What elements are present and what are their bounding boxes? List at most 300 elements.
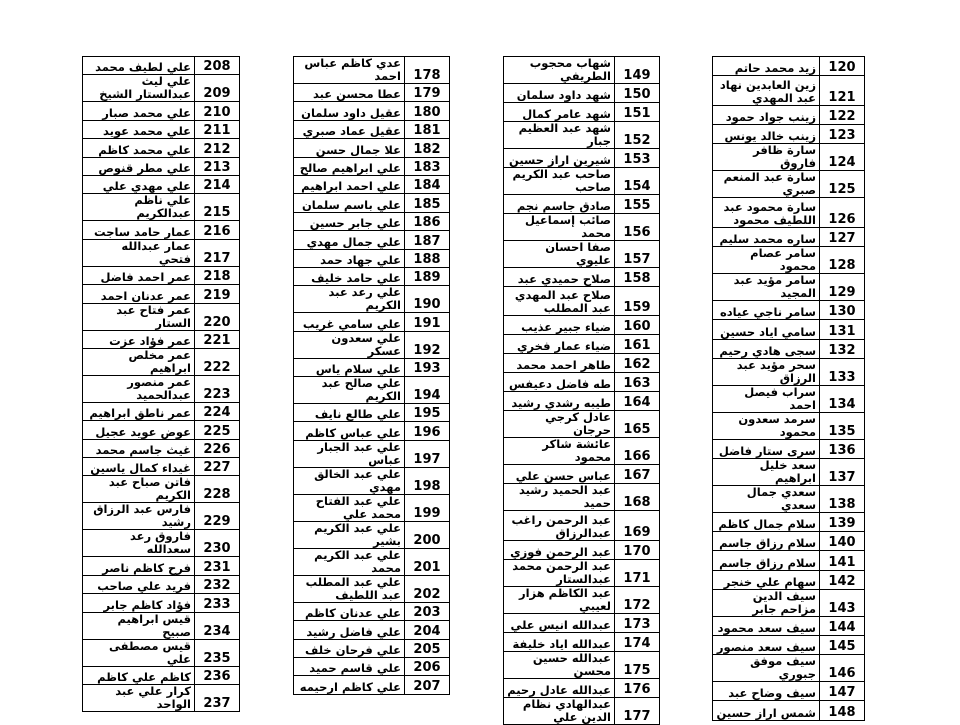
table-row (504, 559, 660, 586)
table-row (504, 241, 660, 268)
number-cell: 145 (820, 635, 865, 654)
number-cell: 177 (615, 697, 660, 724)
name-cell: عطا محسن عبد (294, 84, 405, 102)
name-cell: سيف وضاح عبد (713, 682, 820, 701)
number-cell: 156 (615, 214, 660, 241)
table-row (83, 575, 240, 593)
number-cell: 173 (615, 613, 660, 632)
number-cell: 136 (820, 439, 865, 458)
name-cell: علي جابر حسين (294, 212, 405, 230)
number-cell: 210 (195, 102, 240, 120)
number-cell: 200 (405, 521, 450, 548)
names-table-208-237 (82, 56, 240, 712)
number-cell: 198 (405, 467, 450, 494)
number-cell: 233 (195, 594, 240, 612)
table-row (83, 348, 240, 375)
table-row (294, 102, 450, 120)
table-row (713, 682, 865, 701)
number-cell: 149 (615, 57, 660, 84)
number-cell: 127 (820, 228, 865, 247)
name-cell: زيد محمد حاتم (713, 57, 820, 76)
name-cell: علي سامي غريب (294, 313, 405, 331)
table-row (83, 639, 240, 666)
name-cell: علي فاضل رشيد (294, 621, 405, 639)
table-row (83, 530, 240, 557)
table-row (713, 385, 865, 412)
table-row (83, 157, 240, 175)
table-row (83, 194, 240, 221)
table-row (504, 511, 660, 540)
name-cell: عمر فتاح عبد الستار (83, 303, 195, 330)
number-cell: 213 (195, 157, 240, 175)
name-cell: علي عباس كاظم (294, 422, 405, 440)
name-cell: علي عبد الخالق مهدي (294, 467, 405, 494)
name-cell: شهد داود سلمان (504, 84, 615, 103)
table-row (504, 103, 660, 122)
number-cell: 181 (405, 120, 450, 138)
number-cell: 163 (615, 373, 660, 392)
number-cell: 167 (615, 465, 660, 484)
table-row (83, 221, 240, 239)
name-cell: زينب جواد حمود (713, 105, 820, 124)
name-cell: طاهر احمد محمد (504, 354, 615, 373)
number-cell: 121 (820, 76, 865, 106)
number-cell: 196 (405, 422, 450, 440)
table-row (504, 678, 660, 697)
table-row (504, 168, 660, 195)
table-row (504, 316, 660, 335)
number-cell: 143 (820, 589, 865, 616)
table-row (294, 467, 450, 494)
number-cell: 174 (615, 632, 660, 651)
table-row (504, 651, 660, 678)
table-row (294, 57, 450, 84)
name-cell: عمر ناطق ابراهيم (83, 402, 195, 420)
name-cell: سارة محمود عبد اللطيف محمود (713, 198, 820, 228)
name-cell: شهد عبد العظيم جبار (504, 122, 615, 149)
name-cell: سيف سعد محمود (713, 616, 820, 635)
number-cell: 125 (820, 171, 865, 198)
number-cell: 220 (195, 303, 240, 330)
table-row (294, 175, 450, 193)
number-cell: 144 (820, 616, 865, 635)
name-cell: قيس ابراهيم صبيح (83, 612, 195, 639)
number-cell: 183 (405, 157, 450, 175)
name-cell: علي جمال مهدي (294, 231, 405, 249)
table-row (713, 532, 865, 551)
table-row (83, 120, 240, 138)
table-row (713, 274, 865, 301)
name-cell: سيف موفق جبوري (713, 655, 820, 682)
number-cell: 214 (195, 175, 240, 193)
number-cell: 206 (405, 658, 450, 676)
number-cell: 195 (405, 404, 450, 422)
table-row (83, 330, 240, 348)
table-row (713, 616, 865, 635)
number-cell: 217 (195, 239, 240, 266)
table-row (294, 231, 450, 249)
name-cell: سامي اياد حسين (713, 320, 820, 339)
name-cell: صفا احسان عليوي (504, 241, 615, 268)
name-cell: علي ناظم عبدالكريم (83, 194, 195, 221)
table-row (504, 84, 660, 103)
table-row (294, 440, 450, 467)
name-cell: سجى هادي رحيم (713, 339, 820, 358)
number-cell: 153 (615, 149, 660, 168)
number-cell: 171 (615, 559, 660, 586)
name-cell: سرمد سعدون محمود (713, 412, 820, 439)
number-cell: 231 (195, 557, 240, 575)
number-cell: 155 (615, 195, 660, 214)
table-row (713, 301, 865, 320)
number-cell: 229 (195, 503, 240, 530)
name-cell: علي جهاد حمد (294, 249, 405, 267)
number-cell: 182 (405, 139, 450, 157)
name-cell: صلاح عبد المهدي عبد المطلب (504, 287, 615, 316)
names-table-178-207 (293, 56, 450, 695)
number-cell: 122 (820, 105, 865, 124)
number-cell: 166 (615, 438, 660, 465)
name-cell: عبد الرحمن محمد عبدالستار (504, 559, 615, 586)
number-cell: 190 (405, 286, 450, 313)
name-cell: عبد الرحمن راغب عبدالرزاق (504, 511, 615, 540)
name-cell: علي سعدون عسكر (294, 331, 405, 358)
table-row (83, 439, 240, 457)
name-cell: عمر احمد فاضل (83, 266, 195, 284)
name-cell: ضياء جبير عذيب (504, 316, 615, 335)
number-cell: 202 (405, 575, 450, 602)
name-cell: علي عبد الفتاح محمد علي (294, 494, 405, 521)
number-cell: 126 (820, 198, 865, 228)
number-cell: 223 (195, 375, 240, 402)
name-cell: علي محمد عويد (83, 120, 195, 138)
table-row (713, 76, 865, 106)
table-row (504, 335, 660, 354)
number-cell: 215 (195, 194, 240, 221)
name-cell: علي رعد عبد الكريم (294, 286, 405, 313)
number-cell: 222 (195, 348, 240, 375)
table-row (83, 57, 240, 75)
table-row (713, 358, 865, 385)
name-cell: عبد الرحمن فوزي (504, 540, 615, 559)
name-cell: فريد علي صاحب (83, 575, 195, 593)
table-row (713, 144, 865, 171)
name-cell: عمر فؤاد عزت (83, 330, 195, 348)
name-cell: علي محمد صبار (83, 102, 195, 120)
number-cell: 131 (820, 320, 865, 339)
number-cell: 185 (405, 194, 450, 212)
name-cell: عقيل عماد صبري (294, 120, 405, 138)
table-row (504, 586, 660, 613)
number-cell: 124 (820, 144, 865, 171)
table-row (294, 84, 450, 102)
name-cell: علي حامد خليف (294, 267, 405, 285)
table-row (504, 122, 660, 149)
number-cell: 211 (195, 120, 240, 138)
table-row (294, 286, 450, 313)
number-cell: 191 (405, 313, 450, 331)
number-cell: 147 (820, 682, 865, 701)
name-cell: علي ابراهيم صالح (294, 157, 405, 175)
table-row (504, 354, 660, 373)
name-cell: سحر مؤيد عبد الرزاق (713, 358, 820, 385)
number-cell: 232 (195, 575, 240, 593)
table-row (713, 459, 865, 486)
number-cell: 162 (615, 354, 660, 373)
number-cell: 175 (615, 651, 660, 678)
number-cell: 179 (405, 84, 450, 102)
name-cell: عوض عويد عجيل (83, 421, 195, 439)
name-cell: فرح كاظم ناصر (83, 557, 195, 575)
number-cell: 197 (405, 440, 450, 467)
number-cell: 194 (405, 377, 450, 404)
name-cell: عمر منصور عبدالحميد (83, 375, 195, 402)
table-row (294, 404, 450, 422)
table-row (504, 697, 660, 724)
number-cell: 151 (615, 103, 660, 122)
name-cell: عبدالهادي نظام الدين علي (504, 697, 615, 724)
number-cell: 165 (615, 411, 660, 438)
table-row (294, 422, 450, 440)
table-row (294, 521, 450, 548)
number-cell: 154 (615, 168, 660, 195)
name-cell: سارة عبد المنعم صبري (713, 171, 820, 198)
name-cell: علي عدنان كاظم (294, 602, 405, 620)
name-cell: غيث جاسم محمد (83, 439, 195, 457)
number-cell: 146 (820, 655, 865, 682)
number-cell: 178 (405, 57, 450, 84)
name-cell: سهام علي خنجر (713, 570, 820, 589)
number-cell: 228 (195, 476, 240, 503)
number-cell: 189 (405, 267, 450, 285)
name-cell: سعدي جمال سعدي (713, 486, 820, 513)
number-cell: 235 (195, 639, 240, 666)
table-row (713, 198, 865, 228)
name-cell: علي لطيف محمد (83, 57, 195, 75)
table-row (294, 120, 450, 138)
number-cell: 159 (615, 287, 660, 316)
name-cell: علي عبد الجبار عباس (294, 440, 405, 467)
name-cell: عبد الكاظم هزار لعيبي (504, 586, 615, 613)
table-row (83, 239, 240, 266)
number-cell: 207 (405, 676, 450, 694)
table-row (83, 557, 240, 575)
number-cell: 134 (820, 385, 865, 412)
name-cell: علي باسم سلمان (294, 194, 405, 212)
table-row (294, 377, 450, 404)
number-cell: 138 (820, 486, 865, 513)
table-row (504, 214, 660, 241)
number-cell: 132 (820, 339, 865, 358)
table-row (504, 438, 660, 465)
name-cell: عمار عبدالله فتحي (83, 239, 195, 266)
number-cell: 188 (405, 249, 450, 267)
table-row (504, 392, 660, 411)
table-row (294, 676, 450, 694)
number-cell: 130 (820, 301, 865, 320)
table-row (294, 139, 450, 157)
table-row (504, 613, 660, 632)
name-cell: علي قاسم حميد (294, 658, 405, 676)
table-row (713, 339, 865, 358)
table-row (294, 313, 450, 331)
table-row (294, 194, 450, 212)
table-row (294, 621, 450, 639)
table-row (83, 421, 240, 439)
number-cell: 152 (615, 122, 660, 149)
name-cell: عبدالله اياد خليفة (504, 632, 615, 651)
number-cell: 170 (615, 540, 660, 559)
table-row (713, 513, 865, 532)
table-row (294, 548, 450, 575)
number-cell: 186 (405, 212, 450, 230)
name-cell: سلام جمال كاظم (713, 513, 820, 532)
name-cell: فارس عبد الرزاق رشيد (83, 503, 195, 530)
name-cell: علي احمد ابراهيم (294, 175, 405, 193)
table-row (713, 171, 865, 198)
table-row (713, 57, 865, 76)
number-cell: 203 (405, 602, 450, 620)
number-cell: 227 (195, 458, 240, 476)
name-cell: سيف سعد منصور (713, 635, 820, 654)
name-cell: سامر عصام محمود (713, 247, 820, 274)
name-cell: عبد الحميد رشيد حميد (504, 484, 615, 511)
name-cell: علي مهدي علي (83, 175, 195, 193)
number-cell: 158 (615, 268, 660, 287)
number-cell: 236 (195, 666, 240, 684)
number-cell: 221 (195, 330, 240, 348)
table-row (83, 175, 240, 193)
table-row (83, 303, 240, 330)
name-cell: شهاب محجوب الطريفي (504, 57, 615, 84)
table-row (294, 602, 450, 620)
name-cell: صائب إسماعيل محمد (504, 214, 615, 241)
table-row (83, 266, 240, 284)
table-row (713, 551, 865, 570)
table-row (294, 249, 450, 267)
name-cell: طيبه رشدي رشيد (504, 392, 615, 411)
name-cell: علي عبد الكريم بشير (294, 521, 405, 548)
table-row (294, 157, 450, 175)
name-cell: سراب فيصل احمد (713, 385, 820, 412)
name-cell: علي ليث عبدالستار الشيخ (83, 75, 195, 102)
number-cell: 172 (615, 586, 660, 613)
number-cell: 193 (405, 358, 450, 376)
table-row (713, 125, 865, 144)
number-cell: 218 (195, 266, 240, 284)
number-cell: 219 (195, 285, 240, 303)
name-cell: علا جمال حسن (294, 139, 405, 157)
name-cell: عدي كاظم عباس احمد (294, 57, 405, 84)
number-cell: 161 (615, 335, 660, 354)
table-row (504, 287, 660, 316)
number-cell: 199 (405, 494, 450, 521)
table-row (504, 268, 660, 287)
name-cell: قيس مصطفى علي (83, 639, 195, 666)
name-cell: فؤاد كاظم جابر (83, 594, 195, 612)
table-row (83, 666, 240, 684)
table-row (504, 484, 660, 511)
number-cell: 120 (820, 57, 865, 76)
number-cell: 150 (615, 84, 660, 103)
name-cell: سلام رزاق جاسم (713, 551, 820, 570)
name-cell: شهد عامر كمال (504, 103, 615, 122)
table-row (83, 139, 240, 157)
number-cell: 169 (615, 511, 660, 540)
name-cell: زينب خالد يونس (713, 125, 820, 144)
number-cell: 164 (615, 392, 660, 411)
name-cell: شمس اراز حسين (713, 701, 820, 720)
table-row (294, 658, 450, 676)
number-cell: 133 (820, 358, 865, 385)
table-row (294, 331, 450, 358)
table-row (294, 358, 450, 376)
table-row (83, 75, 240, 102)
number-cell: 230 (195, 530, 240, 557)
name-cell: فاروق رعد سعدالله (83, 530, 195, 557)
name-cell: كرار علي عبد الواحد (83, 685, 195, 712)
name-cell: علي محمد كاظم (83, 139, 195, 157)
number-cell: 225 (195, 421, 240, 439)
name-cell: عبدالله عادل رحيم (504, 678, 615, 697)
name-cell: عقيل داود سلمان (294, 102, 405, 120)
name-cell: ساره محمد سليم (713, 228, 820, 247)
table-row (713, 635, 865, 654)
table-row (504, 373, 660, 392)
number-cell: 216 (195, 221, 240, 239)
number-cell: 184 (405, 175, 450, 193)
name-cell: سرى ستار فاضل (713, 439, 820, 458)
number-cell: 208 (195, 57, 240, 75)
name-cell: صلاح حميدي عبد (504, 268, 615, 287)
name-cell: علي فرحان خلف (294, 639, 405, 657)
number-cell: 176 (615, 678, 660, 697)
table-row (713, 247, 865, 274)
number-cell: 142 (820, 570, 865, 589)
table-row (504, 411, 660, 438)
name-cell: عباس حسن علي (504, 465, 615, 484)
table-row (504, 57, 660, 84)
number-cell: 204 (405, 621, 450, 639)
table-row (83, 612, 240, 639)
names-table-120-148 (712, 56, 865, 721)
table-row (83, 503, 240, 530)
name-cell: علي صالح عبد الكريم (294, 377, 405, 404)
name-cell: زين العابدين نهاد عبد المهدي (713, 76, 820, 106)
number-cell: 209 (195, 75, 240, 102)
name-cell: صاحب عبد الكريم صاحب (504, 168, 615, 195)
name-cell: عبدالله حسين محسن (504, 651, 615, 678)
name-cell: كاظم علي كاظم (83, 666, 195, 684)
name-cell: شيرين اراز حسين (504, 149, 615, 168)
number-cell: 234 (195, 612, 240, 639)
table-row (294, 494, 450, 521)
table-row (294, 575, 450, 602)
name-cell: طه فاضل دعيفس (504, 373, 615, 392)
name-cell: علي مطر قنوص (83, 157, 195, 175)
number-cell: 141 (820, 551, 865, 570)
table-row (504, 149, 660, 168)
name-cell: عائشة شاكر محمود (504, 438, 615, 465)
table-row (83, 402, 240, 420)
table-row (294, 267, 450, 285)
table-row (713, 412, 865, 439)
name-cell: عبدالله انيس علي (504, 613, 615, 632)
table-row (713, 105, 865, 124)
number-cell: 187 (405, 231, 450, 249)
name-cell: عمر مخلص ابراهيم (83, 348, 195, 375)
name-cell: غيداء كمال ياسين (83, 458, 195, 476)
